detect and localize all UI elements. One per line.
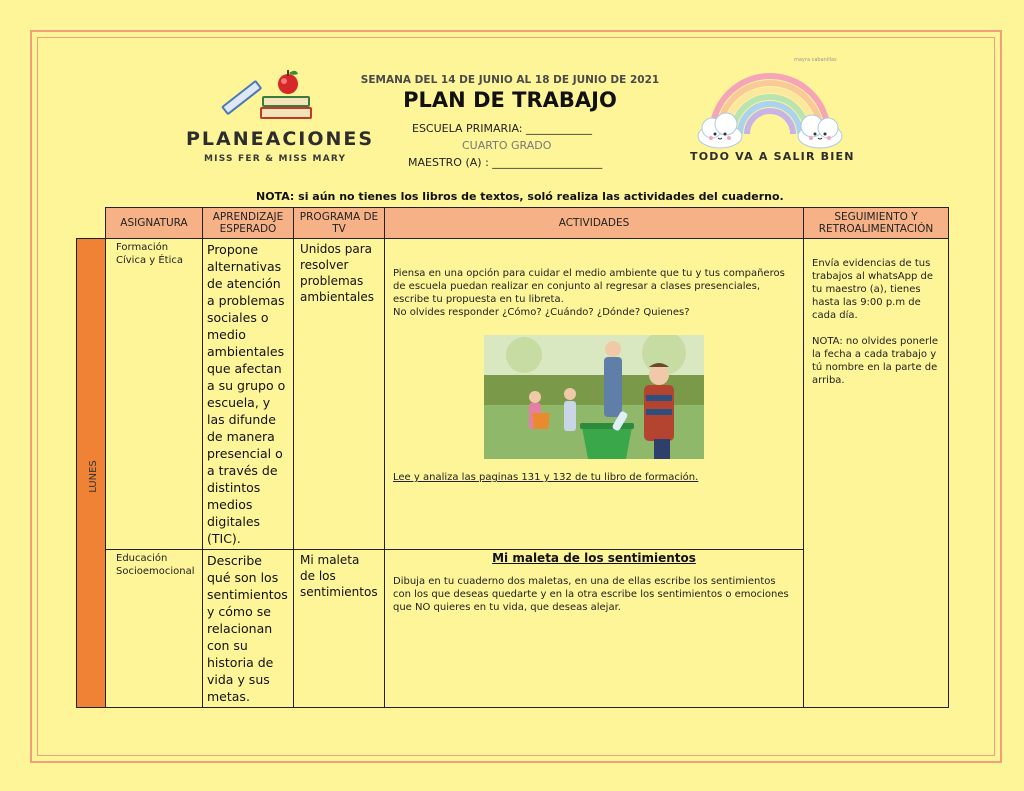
followup-text: Envía evidencias de tus trabajos al whatsApp de tu maestro (a), tienes hasta las 9:00 p.m de cada día. [812, 258, 933, 321]
header-followup: SEGUIMIENTO Y RETROALIMENTACIÓN [804, 208, 949, 239]
header-activities: ACTIVIDADES [385, 208, 804, 239]
activity-text: No olvides responder ¿Cómo? ¿Cuándo? ¿Dónde? Quienes? [393, 307, 690, 318]
followup-cell [804, 239, 949, 708]
teacher-field: MAESTRO (A) : ____________________ [408, 156, 603, 169]
week-range: SEMANA DEL 14 DE JUNIO AL 18 DE JUNIO DE 2021 [360, 74, 660, 86]
table-header-row [77, 208, 949, 239]
brand-name: PLANEACIONES [186, 128, 375, 150]
textbook-note: NOTA: si aún no tienes los libros de textos, soló realiza las actividades del cuaderno. [256, 190, 784, 203]
books-apple-icon [180, 62, 360, 128]
grade-label: CUARTO GRADO [462, 139, 552, 152]
day-cell [77, 239, 106, 708]
motto-text: TODO VA A SALIR BIEN [690, 150, 855, 163]
table-row [77, 239, 949, 550]
header-subject: ASIGNATURA [106, 208, 203, 239]
learning-cell: Describe qué son los sentimientos y cómo se relacionan con su historia de vida y sus metas. [203, 550, 294, 708]
reading-assignment: Lee y analiza las paginas 131 y 132 de tu libro de formación. [393, 472, 699, 483]
subject-cell: Educación Socioemocional [106, 550, 203, 708]
tv-program-cell: Mi maleta de los sentimientos [294, 550, 385, 708]
learning-cell: Propone alternativas de atención a problemas sociales o medio ambientales que afectan a su grupo o escuela, y las difunde de manera presencial o a través de distintos medios digitales (TIC). [203, 239, 294, 550]
activity-text: Piensa en una opción para cuidar el medio ambiente que tu y tus compañeros de escuela puedan realizar en conjunto al regresar a clases presenciales, escribe tu propuesta en tu libreta. [393, 268, 785, 305]
children-recycling-photo [484, 335, 704, 459]
header-learning: APRENDIZAJE ESPERADO [203, 208, 294, 239]
activity-cell [385, 550, 804, 708]
day-label: LUNES [87, 459, 99, 493]
activity-title: Mi maleta de los sentimientos [492, 551, 696, 565]
work-plan-table [76, 207, 949, 708]
tv-program-cell: Unidos para resolver problemas ambientales [294, 239, 385, 550]
artist-signature: mayra cabanillas [794, 57, 837, 63]
page-title: PLAN DE TRABAJO [403, 88, 617, 112]
activity-text: Dibuja en tu cuaderno dos maletas, en una de ellas escribe los sentimientos con los que deseas quedarte y en la otra escribe los sentimientos o emociones que NO quieres en tu vida, que deseas alejar. [393, 576, 789, 613]
brand-subtitle: MISS FER & MISS MARY [204, 154, 347, 164]
school-field: ESCUELA PRIMARIA: ____________ [412, 122, 592, 135]
planeaciones-logo [180, 62, 375, 172]
activity-cell [385, 239, 804, 550]
corner-cell [77, 208, 106, 239]
header-tv: PROGRAMA DE TV [294, 208, 385, 239]
followup-note: NOTA: no olvides ponerle la fecha a cada trabajo y tú nombre en la parte de arriba. [812, 336, 939, 386]
subject-cell: Formación Cívica y Ética [106, 239, 203, 550]
